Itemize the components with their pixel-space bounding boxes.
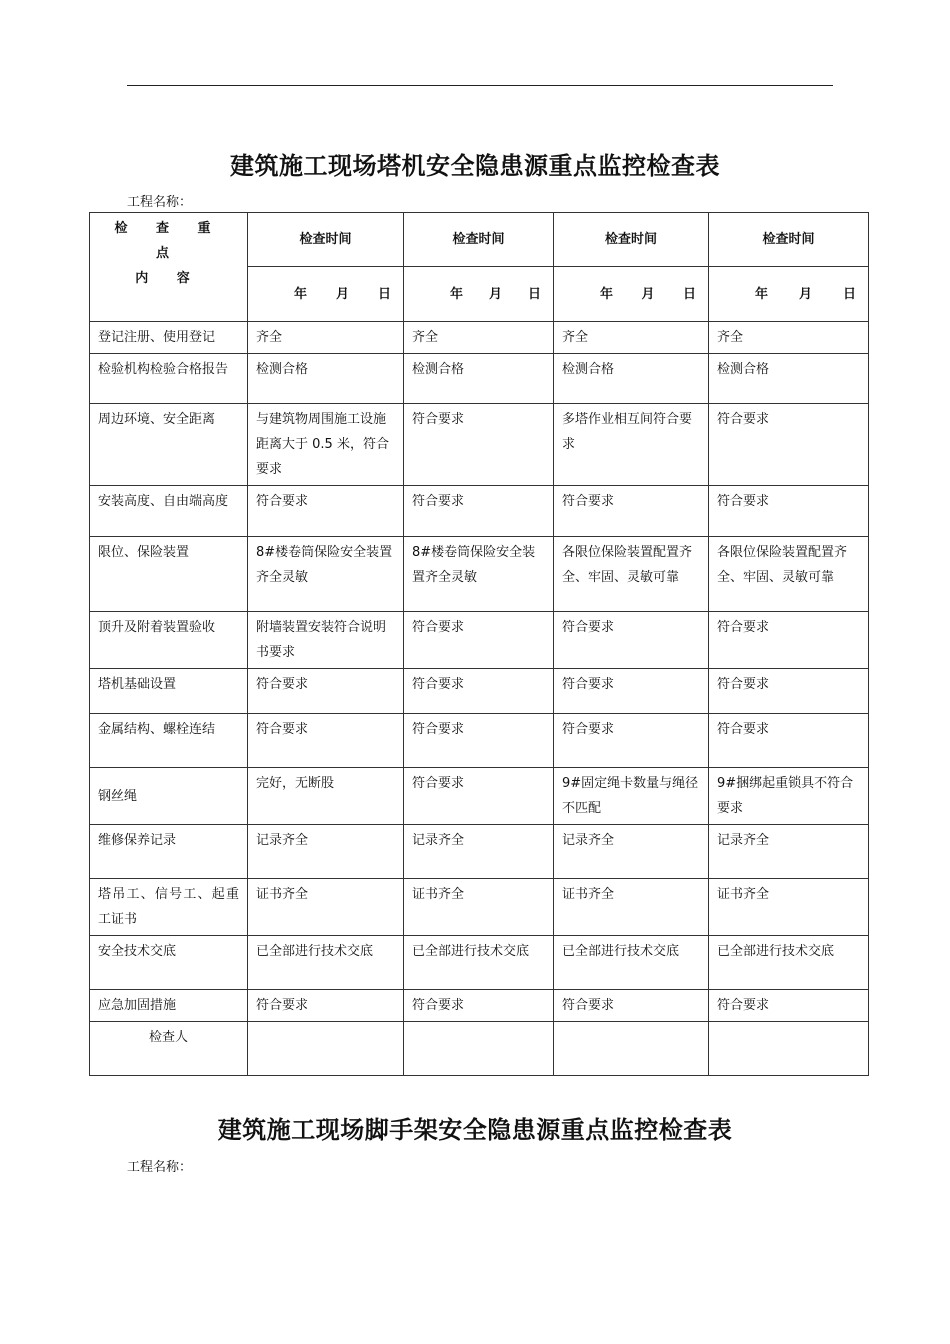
- date-cell-2: [404, 267, 554, 322]
- result-cell: 符合要求: [554, 612, 709, 669]
- result-cell: 齐全: [709, 322, 869, 354]
- result-cell: 符合要求: [709, 669, 869, 714]
- item-cell: 塔机基础设置: [90, 669, 248, 714]
- header-rule: [127, 85, 833, 86]
- table-row: [90, 879, 869, 936]
- inspector-signature-cell[interactable]: [554, 1022, 709, 1076]
- check-time-header-3: 检查时间: [554, 213, 709, 267]
- inspector-signature-cell[interactable]: [404, 1022, 554, 1076]
- result-cell: 记录齐全: [248, 825, 404, 879]
- table-row: [90, 825, 869, 879]
- check-time-header-2: 检查时间: [404, 213, 554, 267]
- result-cell: 符合要求: [554, 669, 709, 714]
- result-cell: 已全部进行技术交底: [404, 936, 554, 990]
- result-cell: 检测合格: [554, 354, 709, 404]
- result-cell: 各限位保险装置配置齐全、牢固、灵敏可靠: [709, 537, 869, 612]
- result-cell: 已全部进行技术交底: [709, 936, 869, 990]
- month-label: 月: [335, 286, 349, 302]
- result-cell: 多塔作业相互间符合要求: [554, 404, 709, 486]
- date-cell-4: [709, 267, 869, 322]
- date-cell-3: [554, 267, 709, 322]
- day-label: 日: [842, 286, 856, 302]
- table-row: [90, 537, 869, 612]
- result-cell: 证书齐全: [404, 879, 554, 936]
- result-cell: 已全部进行技术交底: [248, 936, 404, 990]
- result-cell: 符合要求: [709, 612, 869, 669]
- day-label: 日: [377, 286, 391, 302]
- result-cell: 已全部进行技术交底: [554, 936, 709, 990]
- table-row: [90, 936, 869, 990]
- tower-crane-inspection-table: [89, 212, 869, 1076]
- result-cell: 符合要求: [248, 990, 404, 1022]
- result-cell: 符合要求: [248, 669, 404, 714]
- tower-crane-table-title: 建筑施工现场塔机安全隐患源重点监控检查表: [230, 151, 720, 180]
- result-cell: 符合要求: [554, 486, 709, 537]
- result-cell: 符合要求: [709, 714, 869, 768]
- result-cell: 9#捆绑起重锁具不符合要求: [709, 768, 869, 825]
- result-cell: 9#固定绳卡数量与绳径不匹配: [554, 768, 709, 825]
- inspector-row: [90, 1022, 869, 1076]
- table-row: [90, 612, 869, 669]
- table-row: [90, 322, 869, 354]
- inspector-signature-cell[interactable]: [709, 1022, 869, 1076]
- result-cell: 8#楼卷筒保险安全装置齐全灵敏: [404, 537, 554, 612]
- month-label: 月: [641, 286, 655, 302]
- check-time-header-4: 检查时间: [709, 213, 869, 267]
- result-cell: 符合要求: [404, 990, 554, 1022]
- year-label: 年: [294, 286, 308, 302]
- result-cell: 附墙装置安装符合说明书要求: [248, 612, 404, 669]
- result-cell: 8#楼卷筒保险安全装置齐全灵敏: [248, 537, 404, 612]
- table-row: [90, 404, 869, 486]
- table-row: [90, 486, 869, 537]
- result-cell: 证书齐全: [554, 879, 709, 936]
- result-cell: 符合要求: [554, 990, 709, 1022]
- item-cell: 金属结构、螺栓连结: [90, 714, 248, 768]
- item-cell: 安装高度、自由端高度: [90, 486, 248, 537]
- result-cell: 证书齐全: [709, 879, 869, 936]
- month-label: 月: [798, 286, 812, 302]
- item-cell: 顶升及附着装置验收: [90, 612, 248, 669]
- result-cell: 证书齐全: [248, 879, 404, 936]
- item-cell: 维修保养记录: [90, 825, 248, 879]
- result-cell: 符合要求: [404, 768, 554, 825]
- result-cell: 齐全: [404, 322, 554, 354]
- result-cell: 齐全: [248, 322, 404, 354]
- item-header-line1: 检 查 重 点: [114, 221, 223, 261]
- item-cell: 登记注册、使用登记: [90, 322, 248, 354]
- year-label: 年: [450, 286, 464, 302]
- item-cell: 应急加固措施: [90, 990, 248, 1022]
- result-cell: 符合要求: [248, 714, 404, 768]
- result-cell: 符合要求: [404, 404, 554, 486]
- inspector-signature-cell[interactable]: [248, 1022, 404, 1076]
- day-label: 日: [682, 286, 696, 302]
- result-cell: 记录齐全: [709, 825, 869, 879]
- result-cell: 检测合格: [709, 354, 869, 404]
- project-name-label-2: 工程名称：: [127, 1160, 193, 1175]
- item-cell: 周边环境、安全距离: [90, 404, 248, 486]
- table-row: [90, 768, 869, 825]
- item-cell: 安全技术交底: [90, 936, 248, 990]
- inspector-label: 检查人: [90, 1022, 248, 1076]
- result-cell: 符合要求: [709, 486, 869, 537]
- result-cell: 符合要求: [709, 990, 869, 1022]
- result-cell: 记录齐全: [554, 825, 709, 879]
- table-row: [90, 354, 869, 404]
- item-cell: 限位、保险装置: [90, 537, 248, 612]
- result-cell: 检测合格: [248, 354, 404, 404]
- result-cell: 符合要求: [404, 714, 554, 768]
- table-row: [90, 714, 869, 768]
- item-cell: 钢丝绳: [90, 768, 248, 825]
- table-row: [90, 990, 869, 1022]
- result-cell: 符合要求: [404, 669, 554, 714]
- header-row-check-time: [90, 213, 869, 267]
- item-header-cell: [90, 213, 248, 322]
- result-cell: 符合要求: [709, 404, 869, 486]
- result-cell: 检测合格: [404, 354, 554, 404]
- year-label: 年: [755, 286, 769, 302]
- scaffold-table-title: 建筑施工现场脚手架安全隐患源重点监控检查表: [217, 1115, 733, 1144]
- result-cell: 符合要求: [404, 612, 554, 669]
- item-header-line2: 内 容: [135, 271, 202, 286]
- result-cell: 齐全: [554, 322, 709, 354]
- check-time-header-1: 检查时间: [248, 213, 404, 267]
- project-name-label: 工程名称：: [127, 195, 193, 210]
- result-cell: 符合要求: [248, 486, 404, 537]
- year-label: 年: [600, 286, 614, 302]
- day-label: 日: [527, 286, 541, 302]
- result-cell: 符合要求: [554, 714, 709, 768]
- date-cell-1: [248, 267, 404, 322]
- item-cell: 检验机构检验合格报告: [90, 354, 248, 404]
- result-cell: 符合要求: [404, 486, 554, 537]
- result-cell: 与建筑物周围施工设施距离大于 0.5 米，符合要求: [248, 404, 404, 486]
- item-cell: 塔吊工、信号工、起重工证书: [90, 879, 248, 936]
- result-cell: 各限位保险装置配置齐全、牢固、灵敏可靠: [554, 537, 709, 612]
- result-cell: 完好，无断股: [248, 768, 404, 825]
- result-cell: 记录齐全: [404, 825, 554, 879]
- month-label: 月: [488, 286, 502, 302]
- table-row: [90, 669, 869, 714]
